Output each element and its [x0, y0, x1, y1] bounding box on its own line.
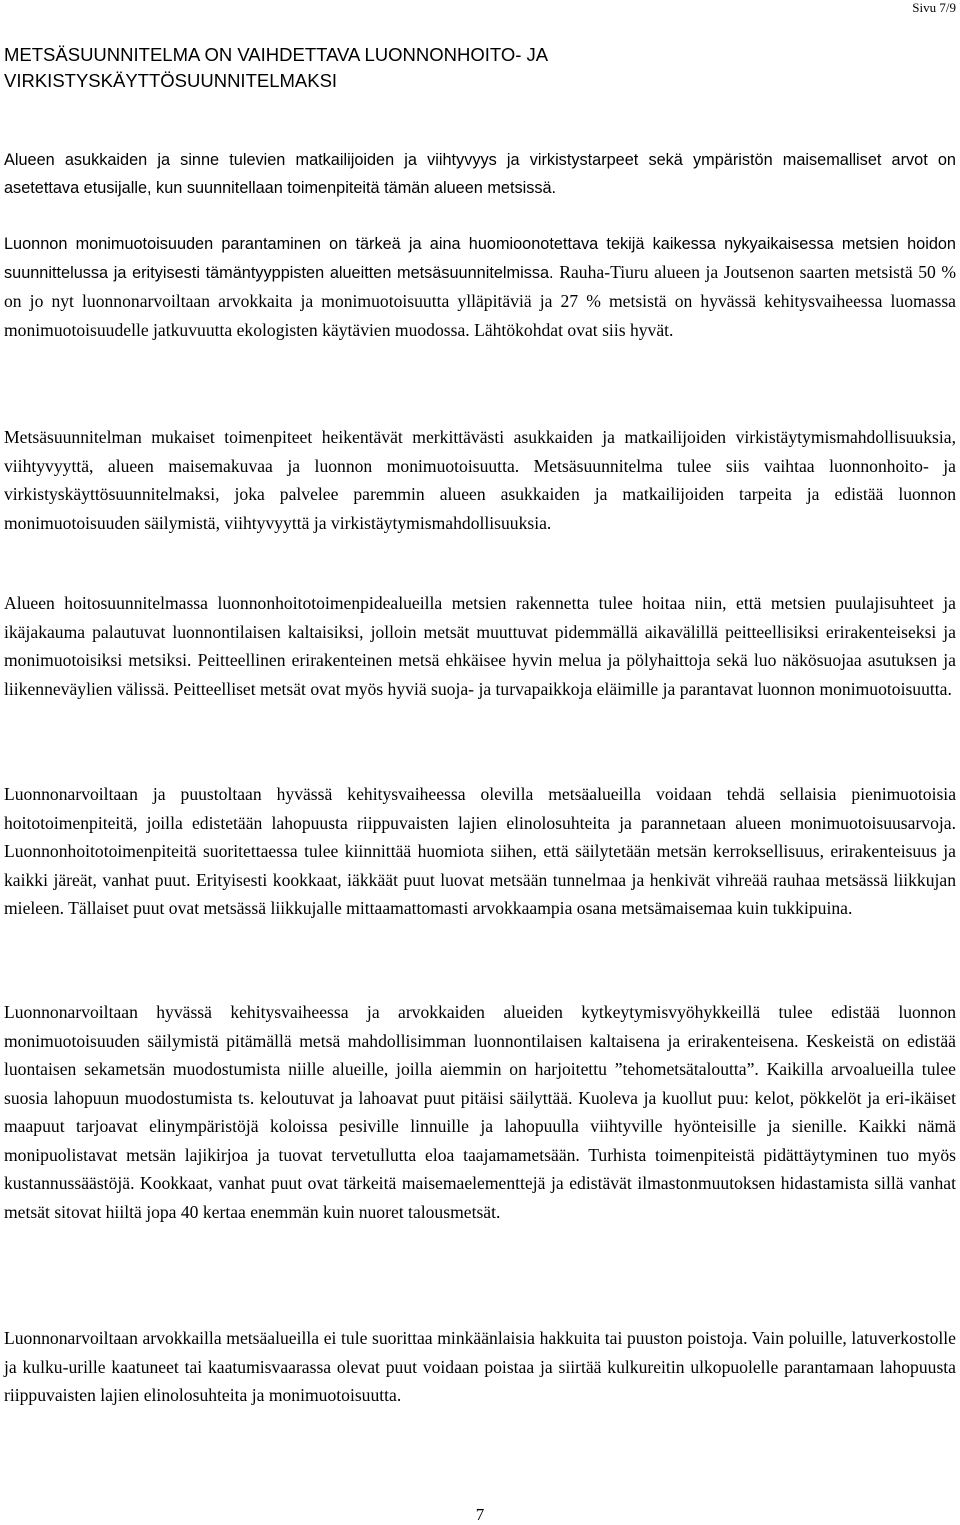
paragraph-valuable-areas: Luonnonarvoiltaan hyvässä kehitysvaiheessa ja arvokkaiden alueiden kytkeytymisvyöhykkeillä tulee edistää luonnon monimuotoisuuden säilymistä pitämällä metsä mahdollisimman luonnontilaisen kaltaisena ja erirakenteisena. Keskeistä on edistää luontaisen sekametsän muodostumista niille alueille, joilla aiemmin on harjoitettu ”tehometsätaloutta”. Kaikilla arvoalueilla tulee suosia lahopuun muodostumista ts. keloutuvat ja lahoavat puut pitäisi säilyttää. Kuoleva ja kuollut puu: kelot, pökkelöt ja eri-ikäiset maapuut tarjoavat elinympäristöjä koloissa pesiville linnuille ja lahopuulla viihtyville hyönteisille ja sienille. Kaikki nämä monipuolistavat metsän lajikirjoa ja tuovat tervetullutta eloa taajamametsään. Turhista toimenpiteistä pidättäytyminen tuo myös kustannussäästöjä. Kookkaat, vanhat puut ovat tärkeitä maisemaelementtejä ja edistävät ilmastonmuutoksen hidastamista sillä vanhat metsät sitovat hiiltä jopa 40 kertaa enemmän kuin nuoret talousmetsät.	[4, 1002, 956, 1222]
paragraph-intro: Alueen asukkaiden ja sinne tulevien matkailijoiden ja viihtyvyys ja virkistystarpeet sekä ympäristön maisemalliset arvot on asetettava etusijalle, kun suunnitellaan toimenpiteitä tämän alueen metsissä.	[4, 151, 956, 197]
paragraph-care-measures: Luonnonarvoiltaan ja puustoltaan hyvässä kehitysvaiheessa olevilla metsäalueilla voidaan tehdä sellaisia pienimuotoisia hoitotoimenpiteitä, joilla edistetään lahopuusta riippuvaisten lajien elinolosuhteita ja parannetaan alueen monimuotoisuusarvoja. Luonnonhoitotoimenpiteitä suoritettaessa tulee kiinnittää huomiota siihen, että säilytetään metsän kerroksellisuus, erirakenteisuus ja kaikki järeät, vanhat puut. Erityisesti kookkaat, iäkkäät puut luovat metsään tunnelmaa ja henkivät vihreää rauhaa metsässä liikkujan mieleen. Tällaiset puut ovat metsässä liikkujalle mittaamattomasti arvokkaampia osana metsämaisemaa kuin tukkipuina.	[4, 784, 956, 918]
paragraph-no-logging: Luonnonarvoiltaan arvokkailla metsäalueilla ei tule suorittaa minkäänlaisia hakkuita tai puuston poistoja. Vain poluille, latuverkostolle ja kulku-urille kaatuneet tai kaatumisvaarassa olevat puut voidaan poistaa ja siirtää kulkureitin ulkopuolelle parantamaan lahopuusta riippuvaisten lajien elinolosuhteita ja monimuotoisuutta.	[4, 1328, 956, 1405]
page-number: 7	[475, 1505, 485, 1524]
page-header-label: Sivu 7/9	[912, 0, 956, 15]
paragraph-biodiversity-part-1: Luonnon monimuotoisuuden parantaminen on tärkeä ja aina huomioonotettava tekijä kaikessa nykyaikaisessa metsien hoidon suunnittelussa ja erityisesti tämäntyyppisten alueitten metsäsuunnitelmissa.	[4, 235, 956, 282]
paragraph-biodiversity	[4, 230, 956, 345]
paragraph-biodiversity-part-2: Rauha-Tiuru alueen ja Joutsenon saarten metsistä 50 % on jo nyt luonnonarvoiltaan arvokkaita ja monimuotoisuutta ylläpitäviä ja 27 % metsistä on hyvässä kehitysvaiheessa luomassa monimuotoisuudelle jatkuvuutta ekologisten käytävien muodossa. Lähtökohdat ovat siis hyvät.	[4, 262, 957, 340]
title-line-1: METSÄSUUNNITELMA ON VAIHDETTAVA LUONNONHOITO- JA	[4, 44, 549, 65]
title-line-2: VIRKISTYSKÄYTTÖSUUNNITELMAKSI	[4, 70, 338, 91]
paragraph-forest-plan-effects: Metsäsuunnitelman mukaiset toimenpiteet heikentävät merkittävästi asukkaiden ja matkailijoiden virkistäytymismahdollisuuksia, viihtyvyyttä, alueen maisemakuvaa ja luonnon monimuotoisuutta. Metsäsuunnitelma tulee siis vaihtaa luonnonhoito- ja virkistyskäyttösuunnitelmaksi, joka palvelee paremmin alueen asukkaiden ja matkailijoiden tarpeita ja edistää luonnon monimuotoisuuden säilymistä, viihtyvyyttä ja virkistäytymismahdollisuuksia.	[4, 427, 956, 533]
paragraph-management-plan: Alueen hoitosuunnitelmassa luonnonhoitotoimenpidealueilla metsien rakennetta tulee hoitaa niin, että metsien puulajisuhteet ja ikäjakauma palautuvat luonnontilaisen kaltaisiksi, jolloin metsät muuttuvat pidemmällä aikavälillä peitteellisiksi erirakenteiseksi ja monimuotoisiksi metsiksi. Peitteellinen erirakenteinen metsä ehkäisee hyvin melua ja pölyhaittoja sekä luo näkösuojaa asutuksen ja liikenneväylien välissä. Peitteelliset metsät ovat myös hyviä suoja- ja turvapaikkoja eläimille ja parantavat luonnon monimuotoisuutta.	[4, 593, 956, 699]
document-title	[4, 42, 934, 94]
